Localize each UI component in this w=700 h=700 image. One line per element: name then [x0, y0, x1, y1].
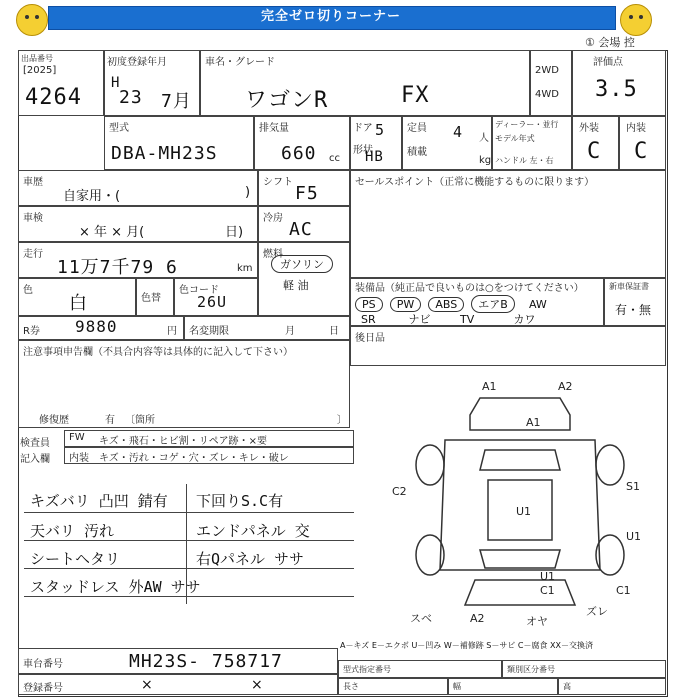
type-label: 型式 — [109, 123, 129, 134]
displacement-cell — [254, 116, 350, 170]
equipment-label: 装備品（純正品で良いものは○をつけてください） — [355, 283, 584, 294]
mark-oya: オヤ — [526, 615, 548, 628]
first-reg-year: 23 — [119, 87, 143, 108]
fw-label: FW — [69, 432, 85, 443]
int-cell — [619, 116, 666, 170]
recycle-cell — [18, 316, 184, 340]
rear-bumper-shape — [465, 580, 575, 605]
interior-text: キズ・汚れ・コゲ・穴・ズレ・キレ・破レ — [99, 453, 289, 464]
interior-row — [64, 447, 354, 464]
displacement-label: 排気量 — [259, 123, 289, 134]
equip-pw: PW — [390, 297, 422, 312]
name-change-label: 名変期限 — [189, 326, 229, 337]
later-items-cell — [350, 326, 666, 366]
interior-label: 内装 — [69, 453, 89, 464]
notes-rule — [24, 512, 354, 513]
mileage-label: 走行 — [23, 249, 43, 260]
mascot-icon — [620, 4, 652, 36]
equipment-cell — [350, 278, 604, 326]
doors-label: ドア — [353, 123, 373, 134]
mileage-unit: km — [237, 263, 253, 274]
dealer-cell — [492, 116, 572, 170]
color-label: 色 — [23, 285, 33, 296]
type-design-label: 型式指定番号 — [343, 665, 391, 674]
repair-value: 有 — [105, 415, 115, 426]
front-bumper-shape — [470, 398, 570, 430]
mark-zure: ズレ — [586, 605, 608, 618]
color-value: 白 — [69, 293, 88, 314]
mark-a2-rear: A2 — [470, 612, 485, 625]
capacity-cell — [402, 116, 492, 170]
grade-value: FX — [401, 83, 430, 108]
notes-rule — [24, 596, 354, 597]
model-year-label: モデル年式 — [495, 134, 535, 143]
inspection-day: 日) — [225, 225, 244, 240]
shift-cell — [258, 170, 350, 206]
warranty-label: 新車保証書 — [609, 282, 649, 291]
first-reg-era: H — [111, 75, 121, 91]
equip-tv: TV — [460, 313, 475, 326]
year-label: [2025] — [23, 65, 57, 76]
handle-label: ハンドル 左・右 — [495, 156, 554, 165]
score-cell — [572, 50, 666, 116]
drive-4wd: 4WD — [535, 89, 559, 100]
equip-abs: ABS — [428, 297, 464, 312]
repair-close: 〕 — [337, 415, 347, 426]
caution-label: 注意事項申告欄（不具合内容等は具体的に記入して下さい） — [23, 347, 293, 358]
entry-label: 記入欄 — [20, 454, 50, 465]
mark-s1-right: S1 — [626, 480, 640, 493]
fuel-cell — [258, 242, 350, 316]
wheel-fl-shape — [416, 445, 444, 485]
reg-value-a: × — [141, 677, 153, 693]
color-change-cell — [136, 278, 174, 316]
equip-aw: AW — [528, 298, 547, 311]
category-label: 類別区分番号 — [507, 665, 555, 674]
height-label: 高 — [563, 682, 571, 691]
type-value: DBA-MH23S — [111, 143, 218, 164]
fuel-label: 燃料 — [263, 249, 283, 260]
note-line3-left: シートヘタリ — [30, 550, 121, 568]
capacity-value: 4 — [453, 123, 464, 141]
registration-cell — [18, 674, 338, 695]
drive-cell — [530, 50, 572, 116]
color-code-label: 色コード — [179, 285, 219, 296]
mark-u1-right: U1 — [626, 530, 642, 543]
mark-c1-right: C1 — [616, 584, 631, 597]
notes-divider — [186, 484, 187, 604]
caution-cell — [18, 340, 350, 428]
int-label: 内装 — [626, 123, 646, 134]
fw-row — [64, 430, 354, 447]
score-label: 評価点 — [593, 57, 623, 68]
reg-value-b: × — [251, 677, 263, 693]
rear-window-shape — [480, 550, 560, 568]
first-reg-label: 初度登録年月 — [107, 57, 167, 68]
notes-rule — [24, 568, 354, 569]
equipment-row1 — [355, 293, 556, 313]
model-label: 車名・グレード — [205, 57, 275, 68]
inspection-cell — [18, 206, 258, 242]
note-line2-left: 天バリ 汚れ — [30, 522, 115, 540]
doors-value: 5 — [375, 121, 386, 139]
mark-u1-roof: U1 — [516, 505, 532, 518]
history-label: 車歴 — [23, 177, 43, 188]
ext-value: C — [587, 139, 602, 164]
ac-cell — [258, 206, 350, 242]
car-damage-diagram — [390, 370, 650, 630]
sales-point-label: セールスポイント（正常に機能するものに限ります） — [355, 177, 595, 188]
body-label: 形状 — [353, 145, 373, 156]
chassis-label: 車台番号 — [23, 659, 63, 670]
mileage-value: 11万7千79 6 — [57, 257, 178, 278]
fuel-value: ガソリン — [271, 255, 333, 273]
displacement-unit: cc — [329, 153, 340, 164]
windshield-shape — [480, 450, 560, 470]
notes-rule — [24, 540, 354, 541]
mark-a1-front: A1 — [482, 380, 497, 393]
venue-label: ① 会場 控 — [585, 36, 635, 49]
wheel-rl-shape — [416, 535, 444, 575]
history-cell — [18, 170, 258, 206]
note-line1-right: 下回りS.C有 — [196, 492, 284, 510]
load-label: 積載 — [407, 147, 427, 158]
model-value: ワゴンR — [245, 88, 329, 113]
inspection-label: 車検 — [23, 213, 43, 224]
width-label: 幅 — [453, 682, 461, 691]
displacement-value: 660 — [281, 143, 317, 164]
recycle-value: 9880 — [75, 317, 118, 336]
equip-leather: カワ — [513, 313, 536, 326]
history-close: ) — [245, 185, 251, 200]
ac-value: AC — [289, 219, 313, 240]
equipment-row2 — [361, 311, 554, 327]
mark-c1-rear: C1 — [540, 584, 555, 597]
score-value: 3.5 — [595, 77, 638, 102]
inspector-label: 検査員 — [20, 438, 50, 449]
dealer-label: ディーラー・並行 — [495, 120, 559, 129]
equip-airbag: エアB — [471, 295, 515, 313]
note-line1-left: キズバリ 凸凹 錆有 — [30, 492, 168, 510]
model-cell — [200, 50, 530, 116]
note-line4-left: スタッドレス 外AW ササ — [30, 578, 201, 596]
lot-number: 4264 — [25, 85, 82, 110]
history-value: 自家用・( — [63, 189, 121, 204]
mascot-icon — [16, 4, 48, 36]
ac-label: 冷房 — [263, 213, 283, 224]
name-change-cell — [184, 316, 350, 340]
wheel-rr-shape — [596, 535, 624, 575]
type-cell — [104, 116, 254, 170]
mark-a1-hood: A1 — [526, 416, 541, 429]
first-reg-cell — [104, 50, 200, 116]
shift-value: F5 — [295, 183, 319, 204]
mileage-cell — [18, 242, 258, 278]
warranty-cell — [604, 278, 666, 326]
equip-ps: PS — [355, 297, 383, 312]
recycle-label: R券 — [23, 326, 40, 337]
width-cell — [448, 678, 558, 695]
equip-navi: ナビ — [408, 313, 431, 326]
reg-label: 登録番号 — [23, 683, 63, 694]
capacity-unit: 人 — [479, 133, 489, 144]
load-unit: kg — [479, 155, 492, 166]
length-cell — [338, 678, 448, 695]
chassis-cell — [18, 648, 338, 674]
lot-small-label: 出品番号 — [21, 54, 53, 63]
capacity-label: 定員 — [407, 123, 427, 134]
color-code-cell — [174, 278, 258, 316]
color-change-label: 色替 — [141, 293, 161, 304]
shift-label: シフト — [263, 177, 293, 188]
damage-legend: A－キズ E－エクボ U－凹み W－補修跡 S－サビ C－腐食 XX－交換済 — [340, 641, 594, 650]
fw-text: キズ・飛石・ヒビ割・リペア跡・×要 — [99, 436, 267, 447]
length-label: 長さ — [343, 682, 359, 691]
int-value: C — [634, 139, 649, 164]
note-line2-right: エンドパネル 交 — [196, 522, 310, 540]
mark-c2-left: C2 — [392, 485, 407, 498]
mark-a2-front: A2 — [558, 380, 573, 393]
ext-cell — [572, 116, 619, 170]
fuel-alt: 軽 油 — [283, 279, 309, 292]
name-change-month: 月 — [285, 326, 295, 337]
mark-u1-rear: U1 — [540, 570, 556, 583]
later-label: 後日品 — [355, 333, 385, 344]
drive-2wd: 2WD — [535, 65, 559, 76]
chassis-value: MH23S- 758717 — [129, 651, 283, 672]
sales-point-cell — [350, 170, 666, 278]
recycle-unit: 円 — [167, 326, 177, 337]
repair-label: 修復歴 — [39, 415, 69, 426]
color-cell — [18, 278, 136, 316]
note-line3-right: 右Qパネル ササ — [196, 550, 305, 568]
first-reg-month: 7月 — [161, 91, 192, 112]
inspection-value: × 年 × 月( — [79, 225, 145, 240]
ext-label: 外装 — [579, 123, 599, 134]
doors-cell — [350, 116, 402, 170]
category-cell — [502, 660, 666, 678]
banner-title: 完全ゼロ切りコーナー — [260, 9, 401, 24]
warranty-value: 有・無 — [615, 303, 652, 317]
name-change-day: 日 — [329, 326, 339, 337]
body-value: HB — [365, 149, 384, 165]
lot-cell — [18, 50, 104, 116]
type-design-cell — [338, 660, 502, 678]
equip-sr: SR — [361, 313, 376, 326]
height-cell — [558, 678, 666, 695]
wheel-fr-shape — [596, 445, 624, 485]
repair-part: 〔箇所 — [125, 415, 155, 426]
mark-sube: スベ — [410, 612, 432, 625]
color-code-value: 26U — [197, 293, 228, 311]
